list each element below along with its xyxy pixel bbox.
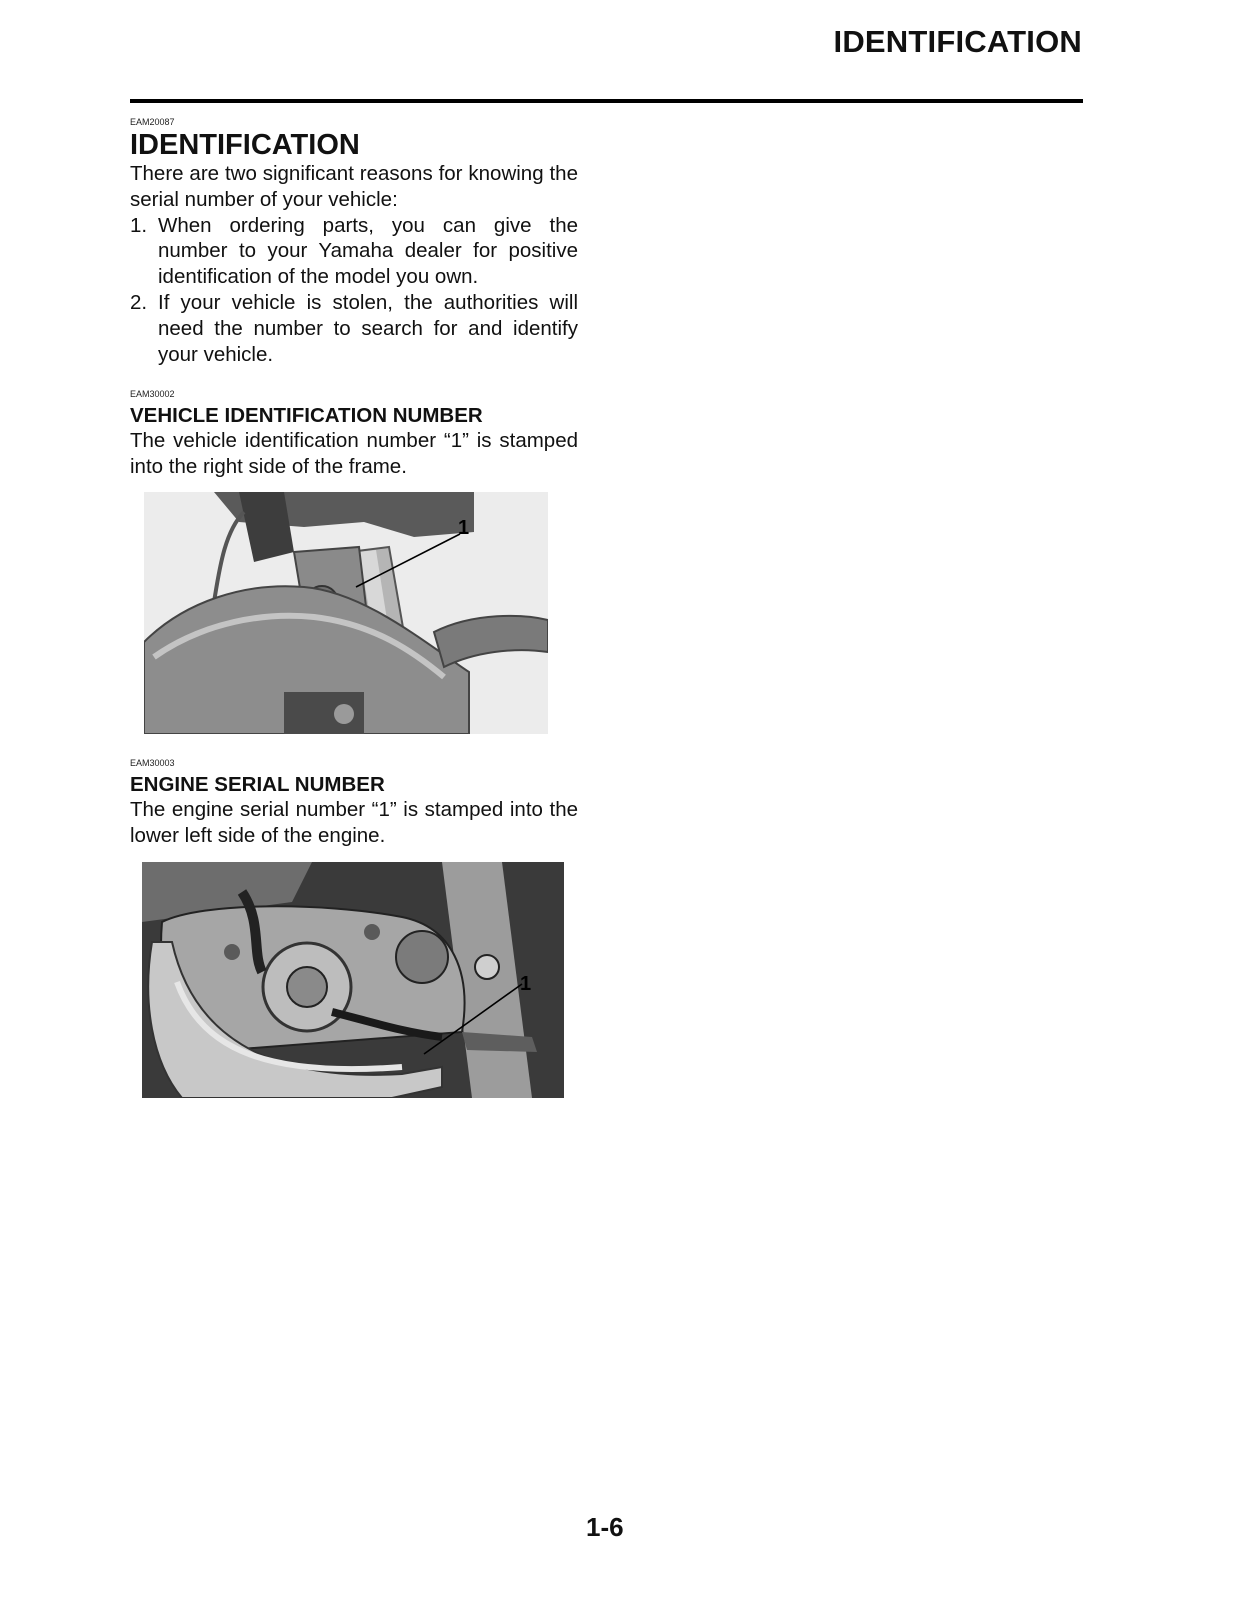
vin-title: VEHICLE IDENTIFICATION NUMBER [130, 404, 483, 427]
vin-text: The vehicle identification number “1” is stamped into the right side of the frame. [130, 429, 578, 478]
section-code: EAM20087 [130, 117, 175, 127]
running-title: IDENTIFICATION [833, 24, 1082, 59]
section-title: IDENTIFICATION [130, 129, 360, 161]
identification-section [130, 117, 578, 367]
engine-callout-label: 1 [520, 973, 532, 995]
engine-text: The engine serial number “1” is stamped into the lower left side of the engine. [130, 798, 578, 847]
list-item-text: When ordering parts, you can give the number to your Yamaha dealer for positive identification of the model you own. [158, 213, 578, 289]
list-item: 2. If your vehicle is stolen, the authorities will need the number to search for and identify your vehicle. [130, 290, 578, 366]
vin-callout-label: 1 [458, 517, 470, 539]
reasons-list [130, 213, 578, 368]
engine-serial-illustration [142, 862, 564, 1098]
section-intro: There are two significant reasons for knowing the serial number of your vehicle: [130, 162, 578, 211]
header-rule [130, 99, 1083, 103]
list-item-text: If your vehicle is stolen, the authorities will need the number to search for and identify your vehicle. [158, 290, 578, 366]
engine-code: EAM30003 [130, 758, 175, 768]
list-item: 1. When ordering parts, you can give the number to your Yamaha dealer for positive identification of the model you own. [130, 213, 578, 289]
engine-title: ENGINE SERIAL NUMBER [130, 773, 385, 796]
vin-location-illustration [144, 492, 548, 734]
vin-section [130, 389, 578, 480]
page-number: 1-6 [586, 1512, 624, 1542]
engine-section [130, 758, 578, 849]
vin-code: EAM30002 [130, 389, 175, 399]
